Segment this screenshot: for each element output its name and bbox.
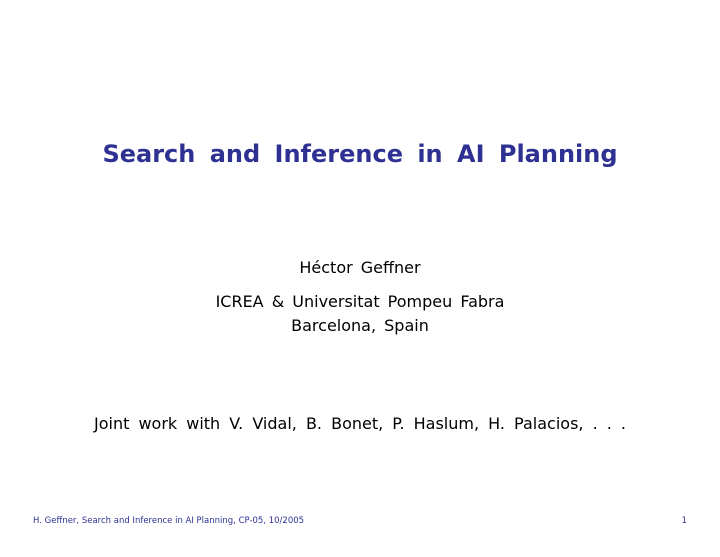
affiliation-institution: ICREA & Universitat Pompeu Fabra [215,292,505,311]
joint-work-line: Joint work with V. Vidal, B. Bonet, P. Haslum, H. Palacios, . . . [93,414,627,433]
slide-title: Search and Inference in AI Planning [102,140,618,168]
author-name: Héctor Geffner [299,258,421,277]
affiliation [0,290,720,338]
affiliation-location: Barcelona, Spain [291,316,429,335]
page-number: 1 [681,516,687,526]
footer-text: H. Geffner, Search and Inference in AI Planning, CP-05, 10/2005 [33,516,305,526]
